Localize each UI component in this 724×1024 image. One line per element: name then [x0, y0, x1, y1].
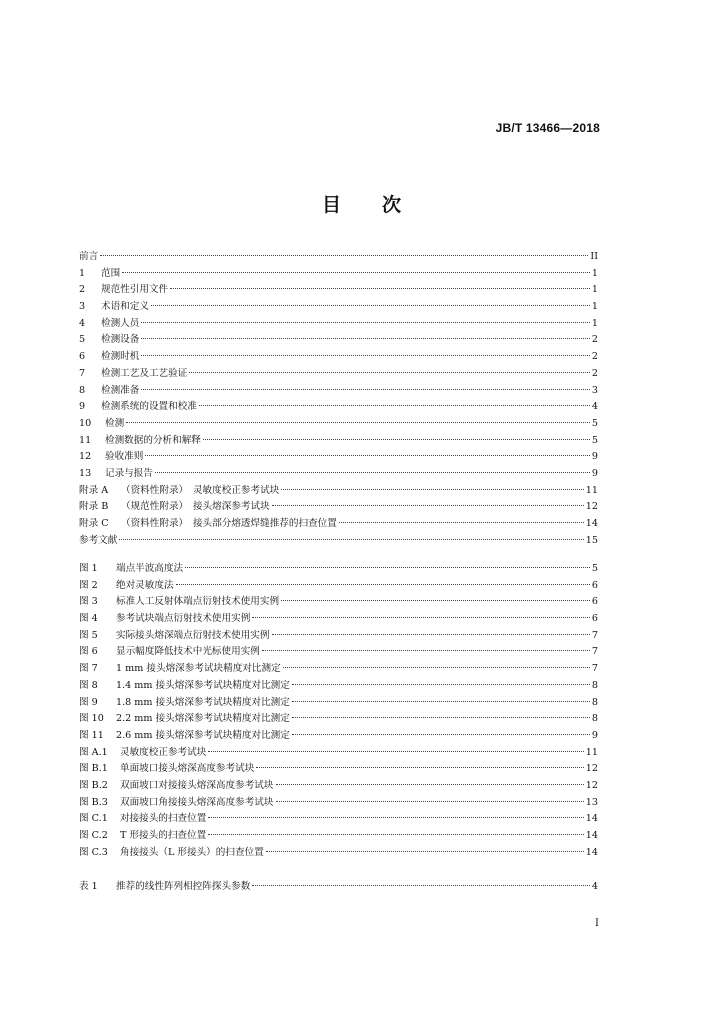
toc-entry-section-9[interactable] — [79, 399, 598, 416]
toc-entry-title: 1.8 mm 接头熔深参考试块精度对比测定 — [116, 696, 290, 708]
toc-entry-label: 图 1 — [79, 563, 98, 574]
toc-entry-label: 参考文献 — [79, 534, 118, 546]
dot-leader — [119, 539, 583, 540]
dot-leader — [141, 355, 590, 356]
toc-entry-title: 2.6 mm 接头熔深参考试块精度对比测定 — [116, 729, 290, 741]
toc-entry-page: 9 — [591, 467, 598, 479]
toc-entry-page: 5 — [591, 434, 598, 446]
toc-entry-label: 图 C.3 — [79, 846, 108, 858]
toc-entry-title: 检测时机 — [101, 351, 140, 363]
dot-leader — [339, 522, 584, 523]
dot-leader — [176, 584, 590, 585]
toc-entry-page: 4 — [591, 881, 598, 892]
toc-entry-page: 2 — [591, 334, 598, 346]
toc-entry-section-10[interactable] — [79, 416, 598, 433]
dot-leader — [126, 422, 590, 423]
dot-leader — [292, 717, 590, 718]
toc-entry-label: 图 B.3 — [79, 796, 108, 808]
toc-entry-label: 图 6 — [79, 646, 98, 658]
toc-entry-page: 1 — [591, 267, 598, 279]
toc-entry-title: 实际接头熔深端点衍射技术使用实例 — [116, 629, 270, 641]
dot-leader — [100, 255, 588, 256]
toc-entry-label: 图 B.2 — [79, 779, 108, 791]
toc-entry-label: 表 1 — [79, 881, 98, 892]
toc-entry-figure-9[interactable] — [79, 695, 598, 712]
toc-entry-title: 检测工艺及工艺验证 — [101, 367, 188, 379]
dot-leader — [252, 885, 590, 886]
toc-entry-page: 8 — [591, 679, 598, 691]
toc-entry-title: 验收准则 — [105, 451, 144, 463]
toc-entry-figure-c2[interactable] — [79, 828, 598, 845]
toc-entry-title: 检测数据的分析和解释 — [105, 434, 201, 446]
toc-entry-section-5[interactable] — [79, 332, 598, 349]
dot-leader — [272, 505, 584, 506]
toc-entry-page: 13 — [585, 796, 598, 808]
toc-entry-label: 图 8 — [79, 679, 98, 691]
toc-entry-page: 5 — [591, 563, 598, 574]
toc-figures — [79, 561, 598, 861]
toc-entry-label: 4 — [79, 317, 86, 329]
dot-leader — [281, 489, 583, 490]
dot-leader — [252, 617, 590, 618]
dot-leader — [122, 272, 590, 273]
toc-entry-label: 11 — [79, 434, 92, 446]
toc-entry-section-3[interactable] — [79, 299, 598, 316]
toc-entry-title: 绝对灵敏度法 — [116, 579, 174, 591]
toc-entry-page: 7 — [591, 629, 598, 641]
page-number: I — [595, 918, 599, 929]
dot-leader — [272, 634, 590, 635]
toc-entry-section-13[interactable] — [79, 466, 598, 483]
dot-leader — [262, 650, 590, 651]
toc-entry-page: 9 — [591, 729, 598, 741]
toc-entry-label: 附录 B — [79, 501, 109, 513]
toc-entry-label: 3 — [79, 301, 86, 313]
toc-entry-title: 端点半波高度法 — [116, 563, 184, 574]
toc-entry-title: 检测设备 — [101, 334, 140, 346]
toc-entry-label: 附录 C — [79, 518, 109, 529]
toc-entry-label: 9 — [79, 401, 86, 413]
toc-entry-label: 图 C.1 — [79, 813, 108, 825]
dot-leader — [141, 389, 590, 390]
toc-entry-title: 2.2 mm 接头熔深参考试块精度对比测定 — [116, 713, 290, 725]
toc-entry-title: 1 mm 接头熔深参考试块精度对比测定 — [116, 663, 281, 675]
toc-entry-section-7[interactable] — [79, 366, 598, 383]
toc-entry-page: 14 — [585, 846, 598, 858]
toc-entry-bibliography[interactable] — [79, 533, 598, 550]
dot-leader — [170, 288, 590, 289]
toc-entry-figure-6[interactable] — [79, 644, 598, 661]
toc-entry-figure-c3[interactable] — [79, 845, 598, 862]
toc-entry-figure-b2[interactable] — [79, 778, 598, 795]
toc-entry-figure-1[interactable] — [79, 561, 598, 578]
toc-entry-title: 检测系统的设置和校准 — [101, 401, 197, 413]
dot-leader — [208, 834, 584, 835]
toc-entry-figure-8[interactable] — [79, 678, 598, 695]
toc-entry-label: 1 — [79, 267, 86, 279]
toc-entry-title: 灵敏度校正参考试块 — [120, 746, 207, 758]
page-title: 目 次 — [321, 194, 402, 216]
toc-entry-title: （资料性附录） 接头部分熔透焊缝推荐的扫查位置 — [121, 518, 337, 529]
toc-entry-figure-10[interactable] — [79, 711, 598, 728]
toc-entry-title: 检测人员 — [101, 317, 140, 329]
toc-entry-figure-4[interactable] — [79, 611, 598, 628]
toc-entry-label: 图 5 — [79, 629, 98, 641]
toc-entry-label: 图 9 — [79, 696, 98, 708]
toc-entry-label: 图 4 — [79, 613, 98, 625]
toc-entry-label: 7 — [79, 367, 86, 379]
toc-entry-label: 12 — [79, 451, 92, 463]
toc-entry-title: 推荐的线性阵列相控阵探头参数 — [116, 881, 251, 892]
toc-entry-page: 12 — [585, 501, 598, 513]
dot-leader — [292, 701, 590, 702]
toc-entry-page: 6 — [591, 579, 598, 591]
toc-entry-title: 检测 — [105, 417, 125, 429]
toc-entry-label: 前言 — [79, 251, 99, 262]
toc-entry-label: 图 B.1 — [79, 763, 108, 775]
dot-leader — [256, 767, 583, 768]
toc-entry-title: （规范性附录） 接头熔深参考试块 — [121, 501, 270, 513]
toc-entry-page: 12 — [585, 763, 598, 775]
dot-leader — [292, 684, 590, 685]
toc-entry-table-1[interactable] — [79, 879, 598, 896]
toc-entry-section-12[interactable] — [79, 449, 598, 466]
dot-leader — [276, 801, 584, 802]
toc-entry-section-11[interactable] — [79, 433, 598, 450]
toc-entry-page: 12 — [585, 779, 598, 791]
toc-entry-page: 8 — [591, 713, 598, 725]
toc-sections — [79, 249, 598, 549]
toc-entry-page: 1 — [591, 284, 598, 296]
dot-leader — [266, 851, 584, 852]
toc-entry-title: 显示幅度降低技术中光标使用实例 — [116, 646, 260, 658]
toc-entry-figure-a1[interactable] — [79, 745, 598, 762]
toc-entry-figure-2[interactable] — [79, 578, 598, 595]
toc-entry-section-8[interactable] — [79, 383, 598, 400]
toc-entry-title: 术语和定义 — [101, 301, 149, 313]
dot-leader — [292, 734, 590, 735]
toc-entry-page: 2 — [591, 367, 598, 379]
toc-entry-title: 双面坡口对接接头熔深高度参考试块 — [120, 779, 274, 791]
toc-entry-title: 范围 — [101, 267, 121, 279]
toc-entry-page: 6 — [591, 613, 598, 625]
toc-entry-page: 5 — [591, 417, 598, 429]
toc-entry-figure-b1[interactable] — [79, 761, 598, 778]
toc-entry-section-2[interactable] — [79, 282, 598, 299]
toc-entry-page: 7 — [591, 646, 598, 658]
toc-entry-figure-3[interactable] — [79, 594, 598, 611]
toc-entry-title: 参考试块端点衍射技术使用实例 — [116, 613, 251, 625]
toc-entry-page: 3 — [591, 384, 598, 396]
toc-entry-title: 1.4 mm 接头熔深参考试块精度对比测定 — [116, 679, 290, 691]
toc-entry-annex-a[interactable] — [79, 483, 598, 500]
toc-entry-label: 2 — [79, 284, 86, 296]
dot-leader — [208, 817, 583, 818]
toc-entry-figure-11[interactable] — [79, 728, 598, 745]
dot-leader — [145, 455, 590, 456]
toc-entry-label: 图 11 — [79, 729, 104, 741]
toc-entry-page: 11 — [585, 746, 598, 758]
toc-entry-label: 图 C.2 — [79, 830, 108, 841]
toc-entry-title: 规范性引用文件 — [101, 284, 169, 296]
toc-entry-page: 2 — [591, 351, 598, 363]
dot-leader — [283, 667, 590, 668]
dot-leader — [185, 567, 590, 568]
standard-code: JB/T 13466—2018 — [495, 121, 600, 135]
toc-entry-annex-c[interactable] — [79, 516, 598, 533]
toc-entry-page: 11 — [585, 484, 598, 496]
dot-leader — [203, 439, 590, 440]
dot-leader — [208, 751, 583, 752]
toc-entry-title: 记录与报告 — [105, 467, 153, 479]
toc-entry-section-4[interactable] — [79, 316, 598, 333]
toc-entry-label: 10 — [79, 417, 92, 429]
dot-leader — [151, 305, 590, 306]
toc-entry-label: 图 3 — [79, 596, 98, 608]
toc-entry-title: 单面坡口接头熔深高度参考试块 — [120, 763, 255, 775]
toc-entry-page: 4 — [591, 401, 598, 413]
toc-entry-label: 13 — [79, 467, 92, 479]
toc-entry-figure-c1[interactable] — [79, 811, 598, 828]
toc-entry-page: 9 — [591, 451, 598, 463]
toc-entry-figure-7[interactable] — [79, 661, 598, 678]
toc-entry-title: （资料性附录） 灵敏度校正参考试块 — [121, 484, 280, 496]
toc-entry-label: 图 10 — [79, 713, 104, 725]
toc-entry-title: 双面坡口角接接头熔深高度参考试块 — [120, 796, 274, 808]
toc-entry-title: 标准人工反射体端点衍射技术使用实例 — [116, 596, 280, 608]
toc-entry-title: 对接接头的扫查位置 — [120, 813, 207, 825]
toc-entry-title: 检测准备 — [101, 384, 140, 396]
toc-entry-label: 6 — [79, 351, 86, 363]
toc-entry-page: 1 — [591, 301, 598, 313]
toc-entry-foreword[interactable] — [79, 249, 598, 266]
toc-entry-label: 5 — [79, 334, 86, 346]
dot-leader — [141, 338, 590, 339]
toc-entry-title: T 形接头的扫查位置 — [120, 830, 207, 841]
toc-entry-label: 附录 A — [79, 484, 109, 496]
toc-entry-figure-b3[interactable] — [79, 795, 598, 812]
toc-entry-page: 14 — [585, 813, 598, 825]
toc-entry-label: 8 — [79, 384, 86, 396]
toc-entry-section-1[interactable] — [79, 266, 598, 283]
dot-leader — [276, 784, 584, 785]
toc-entry-page: 14 — [585, 518, 598, 529]
dot-leader — [141, 322, 590, 323]
toc-entry-title: 角接接头（L 形接头）的扫查位置 — [120, 846, 264, 858]
toc-entry-label: 图 2 — [79, 579, 98, 591]
toc-tables — [79, 879, 598, 896]
toc-entry-page: II — [590, 251, 598, 262]
dot-leader — [281, 600, 590, 601]
toc-entry-page: 14 — [585, 830, 598, 841]
toc-entry-figure-5[interactable] — [79, 628, 598, 645]
dot-leader — [199, 405, 590, 406]
toc-entry-label: 图 7 — [79, 663, 98, 675]
toc-entry-section-6[interactable] — [79, 349, 598, 366]
toc-entry-label: 图 A.1 — [79, 746, 108, 758]
toc-entry-page: 8 — [591, 696, 598, 708]
toc-entry-annex-b[interactable] — [79, 499, 598, 516]
dot-leader — [189, 372, 590, 373]
toc-entry-page: 15 — [585, 534, 598, 546]
toc-entry-page: 7 — [591, 663, 598, 675]
toc-entry-page: 6 — [591, 596, 598, 608]
dot-leader — [155, 472, 590, 473]
toc-entry-page: 1 — [591, 317, 598, 329]
